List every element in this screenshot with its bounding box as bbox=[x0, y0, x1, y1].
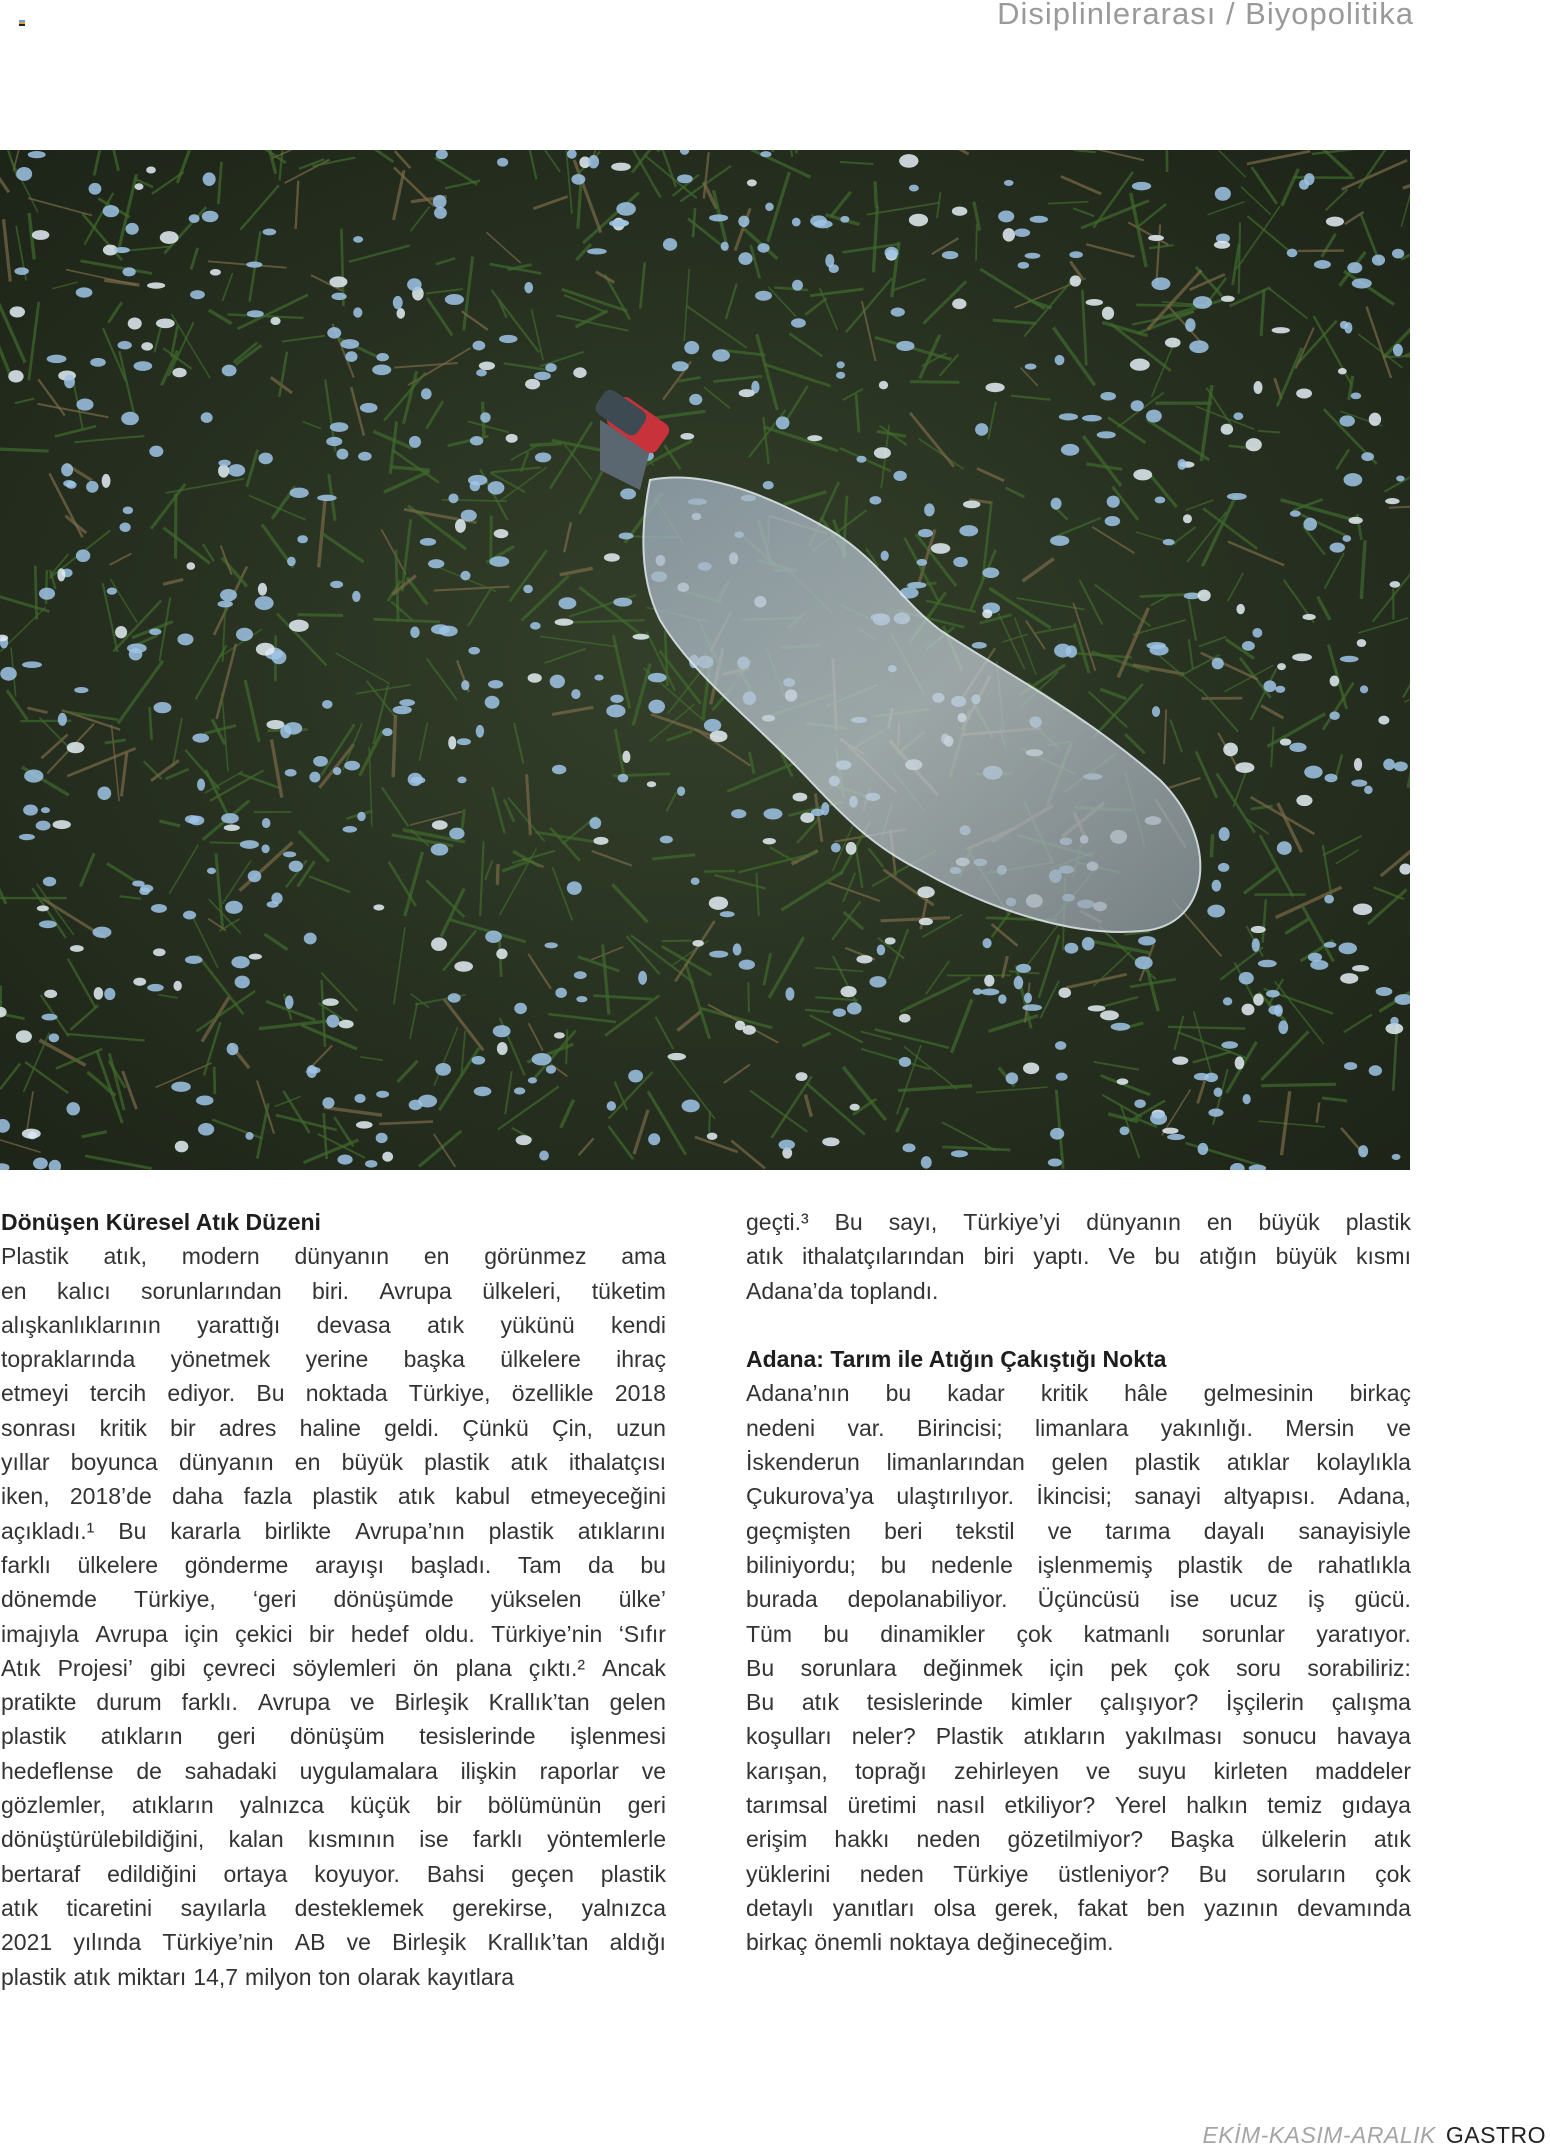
text-line: plastik atık miktarı 14,7 milyon ton olarak kayıtlara bbox=[1, 1963, 515, 1990]
text-line: koşulları neler? Plastik atıkların yakılması sonucu havaya bbox=[746, 1723, 1411, 1750]
text-line: Çukurova’ya ulaştırılıyor. İkincisi; sanayi altyapısı. Adana, bbox=[746, 1483, 1411, 1510]
text-line: atık ithalatçılarından biri yaptı. Ve bu atığın büyük kısmı bbox=[746, 1243, 1411, 1270]
text-line: Bu atık tesislerinde kimler çalışıyor? İşçilerin çalışma bbox=[746, 1689, 1411, 1716]
text-line: 2021 yılında Türkiye’nin AB ve Birleşik Krallık’tan aldığı bbox=[1, 1929, 666, 1956]
issue-season: EKİM-KASIM-ARALIK bbox=[1202, 2122, 1436, 2148]
text-line: imajıyla Avrupa için çekici bir hedef oldu. Türkiye’nin ‘Sıfır bbox=[1, 1620, 666, 1647]
article-photo bbox=[0, 150, 1410, 1170]
text-line: sonrası kritik bir adres haline geldi. Çünkü Çin, uzun bbox=[1, 1414, 666, 1441]
magazine-name: GASTRO bbox=[1445, 2122, 1546, 2148]
text-line: iken, 2018’de daha fazla plastik atık kabul etmeyeceğini bbox=[1, 1483, 666, 1510]
text-line: dönüştürülebildiğini, kalan kısmının ise farklı yöntemlerle bbox=[1, 1826, 666, 1853]
text-line: farklı ülkelere gönderme arayışı başladı. Tam da bu bbox=[1, 1551, 666, 1578]
text-line: topraklarında yönetmek yerine başka ülkelere ihraç bbox=[1, 1346, 666, 1373]
text-line: birkaç önemli noktaya değineceğim. bbox=[746, 1929, 1114, 1956]
text-line: atık ticaretini sayılarla desteklemek gerekirse, yalnızca bbox=[1, 1894, 666, 1921]
text-line: plastik atıkların geri dönüşüm tesislerinde işlenmesi bbox=[1, 1723, 666, 1750]
text-line: burada depolanabiliyor. Üçüncüsü ise ucuz iş gücü. bbox=[746, 1586, 1411, 1613]
text-line: nedeni var. Birincisi; limanlara yakınlığı. Mersin ve bbox=[746, 1414, 1411, 1441]
text-line: gözlemler, atıkların yalnızca küçük bir bölümünün geri bbox=[1, 1792, 666, 1819]
section-heading: Adana: Tarım ile Atığın Çakıştığı Nokta bbox=[746, 1346, 1167, 1373]
text-line: Tüm bu dinamikler çok katmanlı sorunlar yaratıyor. bbox=[746, 1620, 1411, 1647]
text-line: geçti.³ Bu sayı, Türkiye’yi dünyanın en büyük plastik bbox=[746, 1209, 1411, 1235]
paragraph bbox=[746, 1205, 1411, 1308]
text-line: açıkladı.¹ Bu kararla birlikte Avrupa’nın plastik atıklarını bbox=[1, 1517, 666, 1544]
section-heading: Dönüşen Küresel Atık Düzeni bbox=[1, 1209, 321, 1235]
text-line: hedeflense de sahadaki uygulamalara ilişkin raporlar ve bbox=[1, 1757, 666, 1784]
text-line: detaylı yanıtları olsa gerek, fakat ben yazının devamında bbox=[746, 1894, 1411, 1921]
text-line: pratikte durum farklı. Avrupa ve Birleşik Krallık’tan gelen bbox=[1, 1689, 666, 1716]
text-line: Bu sorunlara değinmek için pek çok soru sorabiliriz: bbox=[746, 1654, 1411, 1681]
text-line: alışkanlıklarının yarattığı devasa atık yükünü kendi bbox=[1, 1311, 666, 1338]
text-line: biliniyordu; bu nedenle işlenmemiş plastik de rahatlıkla bbox=[746, 1551, 1411, 1578]
paragraph bbox=[1, 1239, 666, 1994]
text-line: yüklerini neden Türkiye üstleniyor? Bu soruların çok bbox=[746, 1860, 1411, 1887]
text-line: Atık Projesi’ gibi çevreci söylemleri ön plana çıktı.² Ancak bbox=[1, 1654, 666, 1681]
text-line: Plastik atık, modern dünyanın en görünmez ama bbox=[1, 1243, 666, 1270]
plastic-bottle-on-grass-image bbox=[0, 150, 1410, 1170]
text-line: Adana’da toplandı. bbox=[746, 1277, 939, 1304]
left-column bbox=[1, 1205, 666, 1994]
paragraph bbox=[746, 1376, 1411, 1959]
text-line: karışan, toprağı zehirleyen ve suyu kirleten maddeler bbox=[746, 1757, 1411, 1784]
print-color-marker bbox=[19, 20, 25, 28]
text-line: dönemde Türkiye, ‘geri dönüşümde yükselen ülke’ bbox=[1, 1586, 666, 1613]
text-line: Adana’nın bu kadar kritik hâle gelmesinin birkaç bbox=[746, 1380, 1411, 1407]
section-title: Disiplinlerarası / Biyopolitika bbox=[997, 0, 1414, 31]
right-column bbox=[746, 1205, 1411, 1960]
text-line: bertaraf edildiğini ortaya koyuyor. Bahsi geçen plastik bbox=[1, 1860, 666, 1887]
text-line: en kalıcı sorunlarından biri. Avrupa ülkeleri, tüketim bbox=[1, 1277, 666, 1304]
text-line: erişim hakkı neden gözetilmiyor? Başka ülkelerin atık bbox=[746, 1826, 1411, 1853]
page-footer bbox=[1202, 2122, 1546, 2149]
text-line: geçmişten beri tekstil ve tarıma dayalı sanayisiyle bbox=[746, 1517, 1411, 1544]
text-line: tarımsal üretimi nasıl etkiliyor? Yerel halkın temiz gıdaya bbox=[746, 1792, 1411, 1819]
text-line: İskenderun limanlarından gelen plastik atıklar kolaylıkla bbox=[746, 1449, 1411, 1476]
text-line: etmeyi tercih ediyor. Bu noktada Türkiye, özellikle 2018 bbox=[1, 1380, 666, 1407]
text-line: yıllar boyunca dünyanın en büyük plastik atık ithalatçısı bbox=[1, 1449, 666, 1476]
